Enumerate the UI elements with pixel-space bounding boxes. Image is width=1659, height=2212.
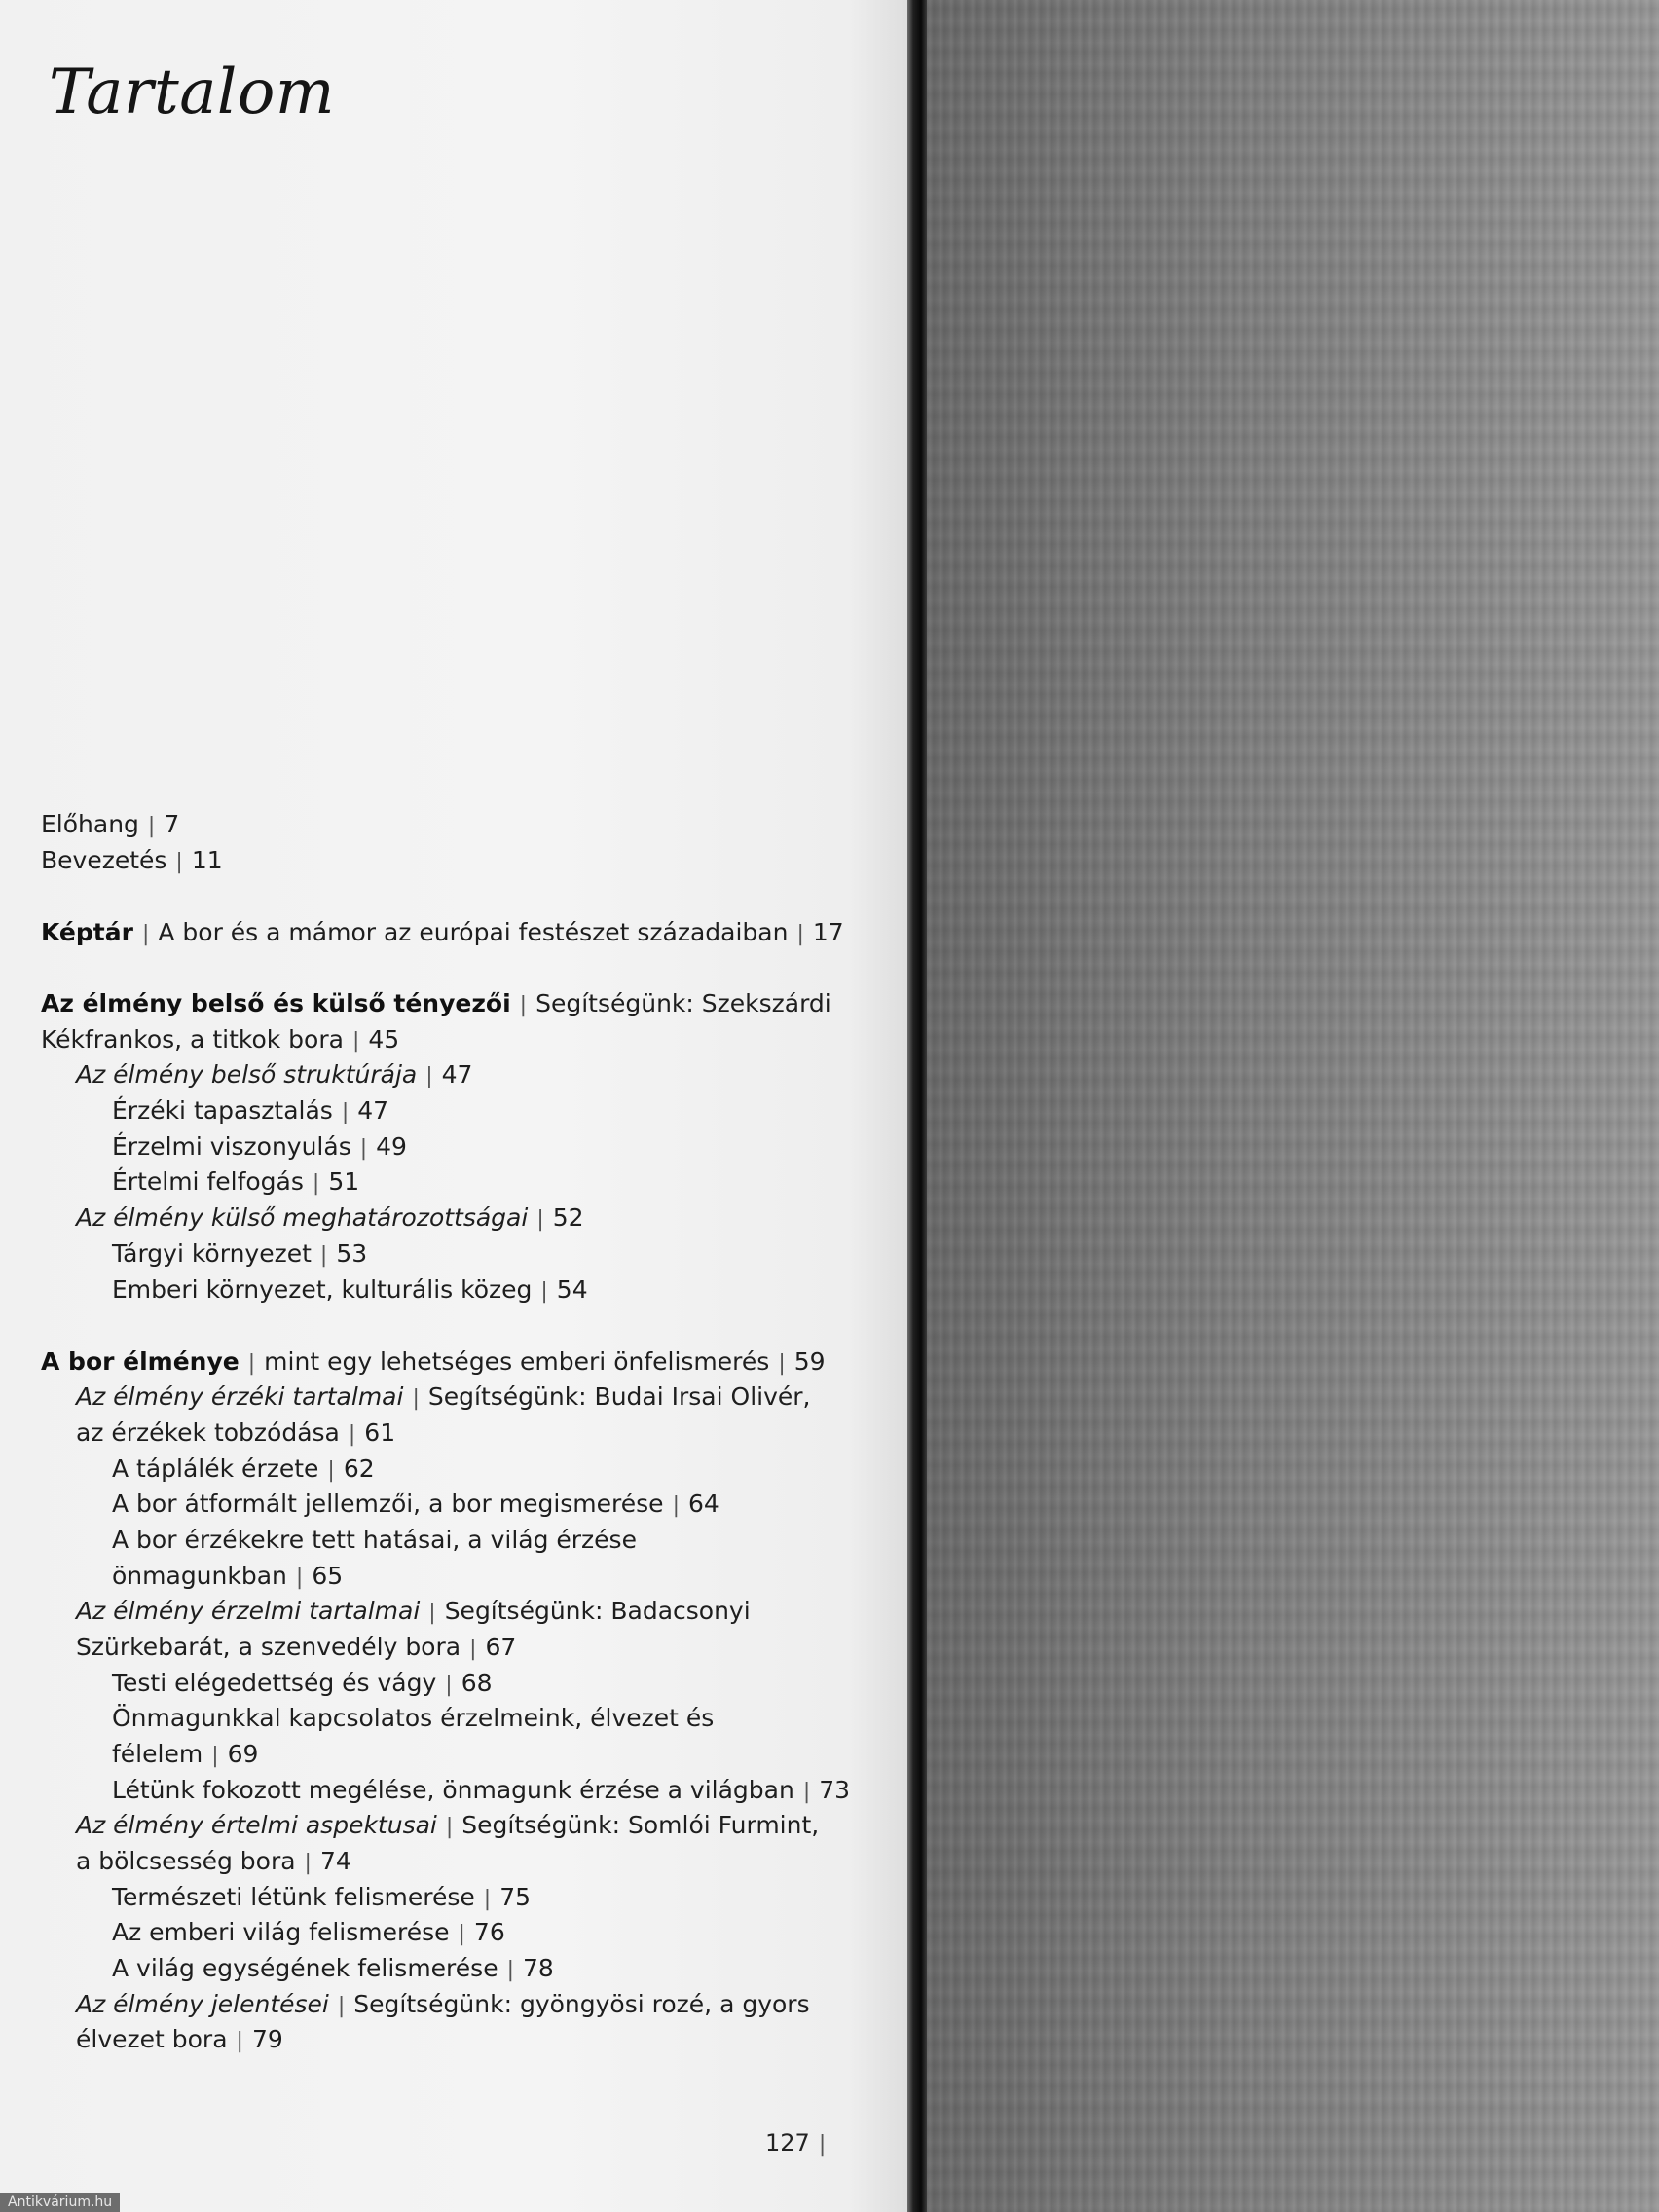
book-spine — [907, 0, 927, 2212]
toc-entry: félelem | 69 — [112, 1740, 259, 1768]
toc-subsection: Az élmény értelmi aspektusai | Segítségünk: Somlói Furmint, — [76, 1811, 820, 1839]
toc-entry: élvezet bora | 79 — [76, 2025, 283, 2053]
toc-subsection: Az élmény jelentései | Segítségünk: gyöngyösi rozé, a gyors — [76, 1990, 810, 2018]
toc-section: Az élmény belső és külső tényezői | Segítségünk: Szekszárdi — [41, 989, 831, 1017]
toc-entry: Önmagunkkal kapcsolatos érzelmeink, élvezet és — [112, 1704, 715, 1732]
toc-entry: A világ egységének felismerése | 78 — [112, 1954, 554, 1982]
toc-subsection: Az élmény érzelmi tartalmai | Segítségünk: Badacsonyi — [76, 1597, 751, 1625]
toc-entry: Létünk fokozott megélése, önmagunk érzése a világban | 73 — [112, 1776, 851, 1804]
toc-subsection: Az élmény érzéki tartalmai | Segítségünk: Budai Irsai Olivér, — [76, 1382, 811, 1411]
toc-entry: Testi elégedettség és vágy | 68 — [112, 1669, 493, 1697]
toc-entry: A bor átformált jellemzői, a bor megismerése | 64 — [112, 1490, 719, 1518]
toc-entry: A táplálék érzete | 62 — [112, 1455, 375, 1483]
toc-entry: Emberi környezet, kulturális közeg | 54 — [112, 1275, 588, 1304]
toc-entry: Értelmi felfogás | 51 — [112, 1167, 360, 1196]
page-number: 127 | — [765, 2129, 827, 2157]
toc-entry: az érzékek tobzódása | 61 — [76, 1419, 396, 1447]
toc-entry: Érzéki tapasztalás | 47 — [112, 1096, 389, 1124]
section-heading: A bor élménye — [41, 1347, 240, 1376]
toc-entry: Szürkebarát, a szenvedély bora | 67 — [76, 1633, 517, 1661]
toc-subsection: Az élmény külső meghatározottságai | 52 — [76, 1203, 584, 1232]
toc-entry: önmagunkban | 65 — [112, 1562, 344, 1590]
section-heading: Az élmény belső és külső tényezői — [41, 989, 511, 1017]
toc-entry: Kékfrankos, a titkok bora | 45 — [41, 1025, 400, 1053]
toc-entry: Előhang | 7 — [41, 810, 180, 838]
page-title: Tartalom — [49, 56, 336, 129]
wood-surface — [927, 0, 1659, 2212]
toc-entry: A bor érzékekre tett hatásai, a világ érzése — [112, 1526, 637, 1554]
toc-entry: Bevezetés | 11 — [41, 846, 223, 874]
toc-entry: Tárgyi környezet | 53 — [112, 1239, 368, 1268]
toc-entry: a bölcsesség bora | 74 — [76, 1847, 351, 1875]
toc-entry: Az emberi világ felismerése | 76 — [112, 1918, 505, 1946]
toc-section: Képtár | A bor és a mámor az európai festészet századaiban | 17 — [41, 918, 844, 946]
toc-entry: Érzelmi viszonyulás | 49 — [112, 1132, 407, 1161]
toc-entry: Természeti létünk felismerése | 75 — [112, 1883, 532, 1911]
watermark: Antikvárium.hu — [0, 2193, 120, 2212]
section-heading: Képtár — [41, 918, 133, 946]
toc-section: A bor élménye | mint egy lehetséges emberi önfelismerés | 59 — [41, 1347, 826, 1376]
toc-subsection: Az élmény belső struktúrája | 47 — [76, 1060, 473, 1088]
